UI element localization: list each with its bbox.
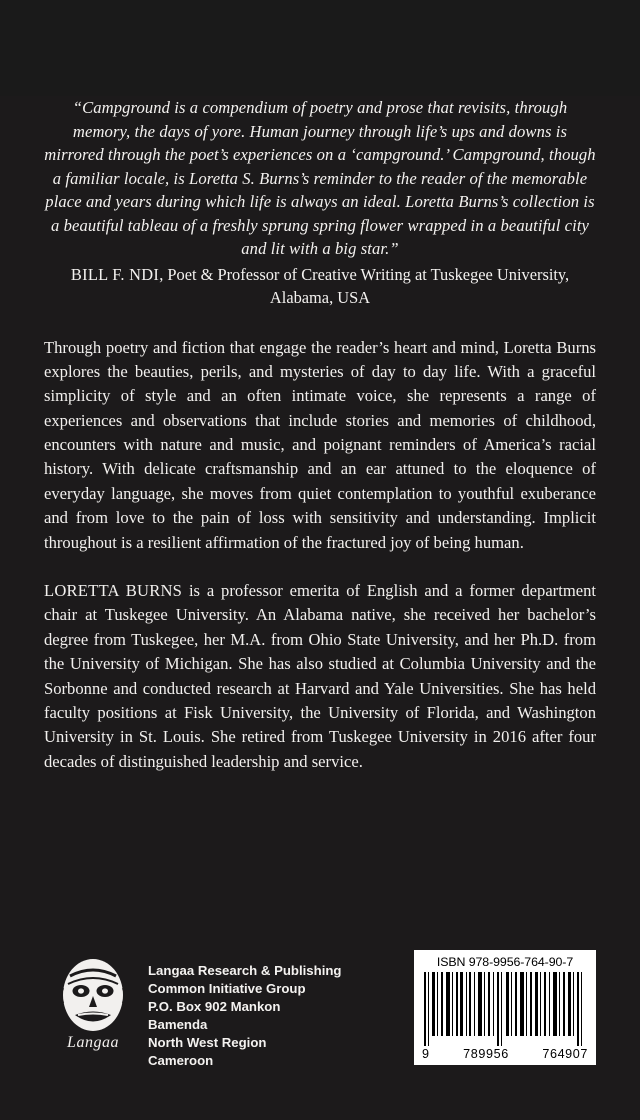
publisher-line-2: Common Initiative Group	[148, 981, 306, 997]
endorser-title: , Poet & Professor of Creative Writing at Tuskegee University, Alabama, USA	[159, 264, 570, 308]
barcode-digit-group-mid: 789956	[463, 1047, 509, 1061]
publisher-line-5: North West Region	[148, 1035, 267, 1051]
author-bio-paragraph	[44, 579, 596, 774]
author-bio-text: is a professor emerita of English and a former department chair at Tuskegee University. An Alabama native, she received her bachelor’s degree from Tuskegee, her M.A. from Ohio State University, and her Ph.D. from the University of Michigan. She has also studied at Columbia University and the Sorbonne and conducted research at Harvard and Yale Universities. She has held faculty positions at Fisk University, the University of Florida, and Washington University in St. Louis. She retired from Tuskegee University in 2016 after four decades of distinguished leadership and service.	[44, 581, 596, 771]
endorsement-attribution	[44, 263, 596, 310]
cover-footer	[44, 950, 596, 1080]
publisher-line-6: Cameroon	[148, 1053, 214, 1069]
barcode-digit-group-left: 9	[422, 1047, 430, 1061]
endorser-name: BILL F. NDI	[70, 264, 160, 284]
book-back-cover	[0, 96, 640, 1120]
book-description: Through poetry and fiction that engage the reader’s heart and mind, Loretta Burns explores the beauties, perils, and mysteries of day to day life. With a graceful simplicity of style and an often intimate voice, she represents a range of experiences and observations that include stories and memories of childhood, encounters with nature and music, and poignant reminders of America’s racial history. With delicate craftsmanship and an ear attuned to the eloquence of everyday language, she moves from quiet contemplation to youthful exuberance and from love to the pain of loss with sensitivity and understanding. Implicit throughout is a resilient affirmation of the fractured joy of being human.	[44, 337, 596, 552]
author-name: LORETTA BURNS	[44, 581, 183, 601]
publisher-line-4: Bamenda	[148, 1017, 208, 1033]
publisher-address	[148, 962, 341, 1070]
publisher-logo-wordmark: Langaa	[67, 1034, 119, 1051]
langaa-mask-icon	[60, 958, 126, 1032]
barcode-digits	[420, 1047, 590, 1061]
publisher-line-1: Langaa Research & Publishing	[148, 963, 342, 978]
barcode-icon	[420, 972, 590, 1046]
publisher-logo-block	[50, 958, 136, 1052]
publisher-line-3: P.O. Box 902 Mankon	[148, 999, 281, 1015]
isbn-number: ISBN 978-9956-764-90-7	[436, 955, 574, 969]
endorsement-quote: “Campground is a compendium of poetry and prose that revisits, through memory, the days of yore. Human journey through life’s ups and downs is mirrored through the poet’s experiences on a ‘campground.’ Campground, though a familiar locale, is Loretta S. Burns’s reminder to the reader of the memorable place and years during which life is always an ideal. Loretta Burns’s collection is a beautiful tableau of a freshly sprung spring flower wrapped in a beautiful city and lit with a big star.”	[44, 98, 596, 259]
isbn-barcode-panel	[414, 950, 596, 1065]
barcode-digit-group-right: 764907	[542, 1047, 588, 1061]
